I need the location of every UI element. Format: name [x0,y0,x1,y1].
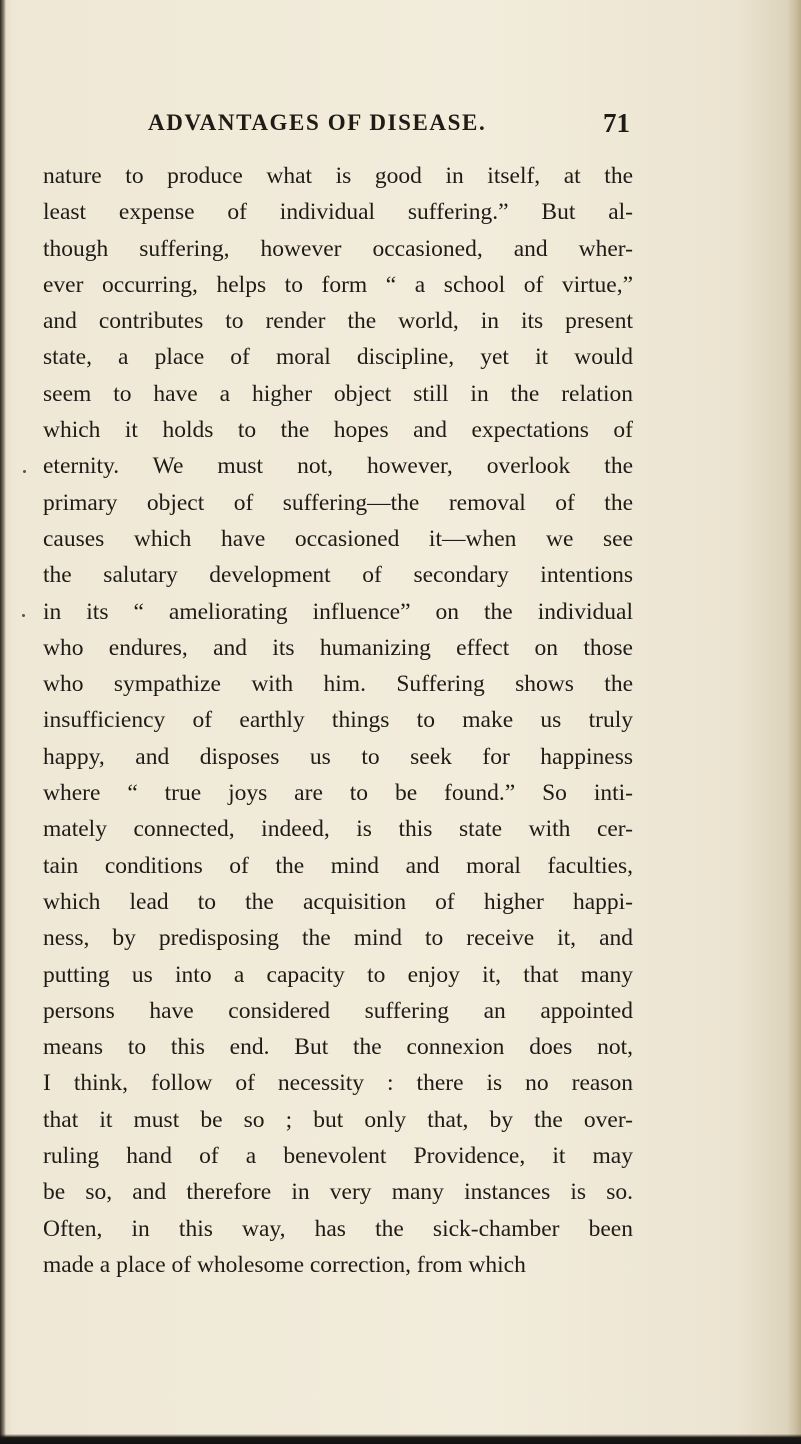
text-run: be so, and therefore in very many instances is so. [43,1179,633,1206]
text-line [43,594,633,630]
text-line [43,775,633,811]
text-line [43,412,633,448]
text-line [43,158,633,194]
text-run: Often, in this way, has the sick-chamber been [43,1215,633,1242]
text-run: that it [43,1106,134,1133]
text-line [43,1102,633,1138]
text-line [43,884,633,920]
text-line [43,1065,633,1101]
text-line [43,739,633,775]
text-line [43,339,633,375]
page-edge-shadow [787,0,801,1444]
text-run: at the [540,163,633,189]
text-run: who sympathize with him. Suffering shows the [43,671,633,698]
text-run: which it holds to the hopes and expectations of [43,417,633,444]
text-run: though suffering, however occasioned, and wher- [43,235,633,262]
text-run: causes which have occasioned it—when we see [43,525,633,552]
text-run: where “ true joys are to be found.” So inti- [43,780,633,807]
text-line [43,920,633,956]
text-line [43,376,633,412]
text-run: tain conditions of the mind and moral faculties, [43,852,633,879]
text-run: who endures, and its humanizing effect on those [43,634,633,661]
text-run: I think, follow of necessity : there is no reason [43,1070,633,1097]
margin-speck [22,614,25,617]
text-run: be so ; but only that, by the over- [179,1106,634,1133]
text-line [43,557,633,593]
text-run: seem to have a higher object still in the relation [43,380,633,407]
text-line [43,1174,633,1210]
running-head: ADVANTAGES OF DISEASE. [148,110,487,135]
text-run: means to this end. But the connexion does not, [43,1034,633,1061]
text-line [43,1247,633,1283]
text-run: happy, and disposes us to seek for happiness [43,743,633,770]
italic-text: good in itself, [374,163,541,189]
text-run: made a place of wholesome correction, from which [43,1251,526,1278]
text-run: persons have considered suffering an appointed [43,997,633,1024]
text-run: putting us into a capacity to enjoy it, that many [43,961,633,988]
text-line [43,303,633,339]
body-text [43,158,633,1283]
text-line [43,957,633,993]
text-line [43,448,633,484]
text-line [43,194,633,230]
text-line [43,231,633,267]
text-run: which lead to the acquisition of higher happi- [43,888,633,915]
text-line [43,521,633,557]
italic-text: must [133,1106,180,1133]
page-gutter-shadow [0,0,6,1444]
text-run: and contributes to render the world, in its present [43,308,633,335]
text-run: the salutary development of secondary intentions [43,562,633,589]
text-run: ever occurring, helps to form “ a school of virtue,” [43,271,633,298]
page-number: 71 [603,108,630,138]
page-bottom-edge [0,1434,801,1444]
page-header [120,108,630,144]
text-run: ruling hand of a benevolent Providence, it [43,1143,593,1170]
text-run: nature to produce what is [43,163,375,189]
text-line [43,848,633,884]
text-run: insufficiency of earthly things to make us truly [43,707,633,734]
text-run: least expense of individual suffering.” But al- [43,199,633,226]
text-line [43,1138,633,1174]
text-run: primary object of suffering—the removal of the [43,489,633,516]
text-line [43,267,633,303]
text-line [43,702,633,738]
text-run: ness, by predisposing the mind to receive it, and [43,925,633,952]
italic-text: may [592,1143,633,1170]
text-line [43,485,633,521]
text-line [43,666,633,702]
text-line [43,1029,633,1065]
text-run: mately connected, indeed, is this state with cer- [43,816,633,843]
text-line [43,993,633,1029]
text-line [43,630,633,666]
text-run: eternity. We must not, however, overlook the [43,453,633,480]
margin-speck [23,470,26,473]
text-line [43,1211,633,1247]
text-run: state, a place of moral discipline, yet it would [43,344,633,371]
text-line [43,811,633,847]
text-run: in its “ ameliorating influence” on the individual [43,598,633,625]
